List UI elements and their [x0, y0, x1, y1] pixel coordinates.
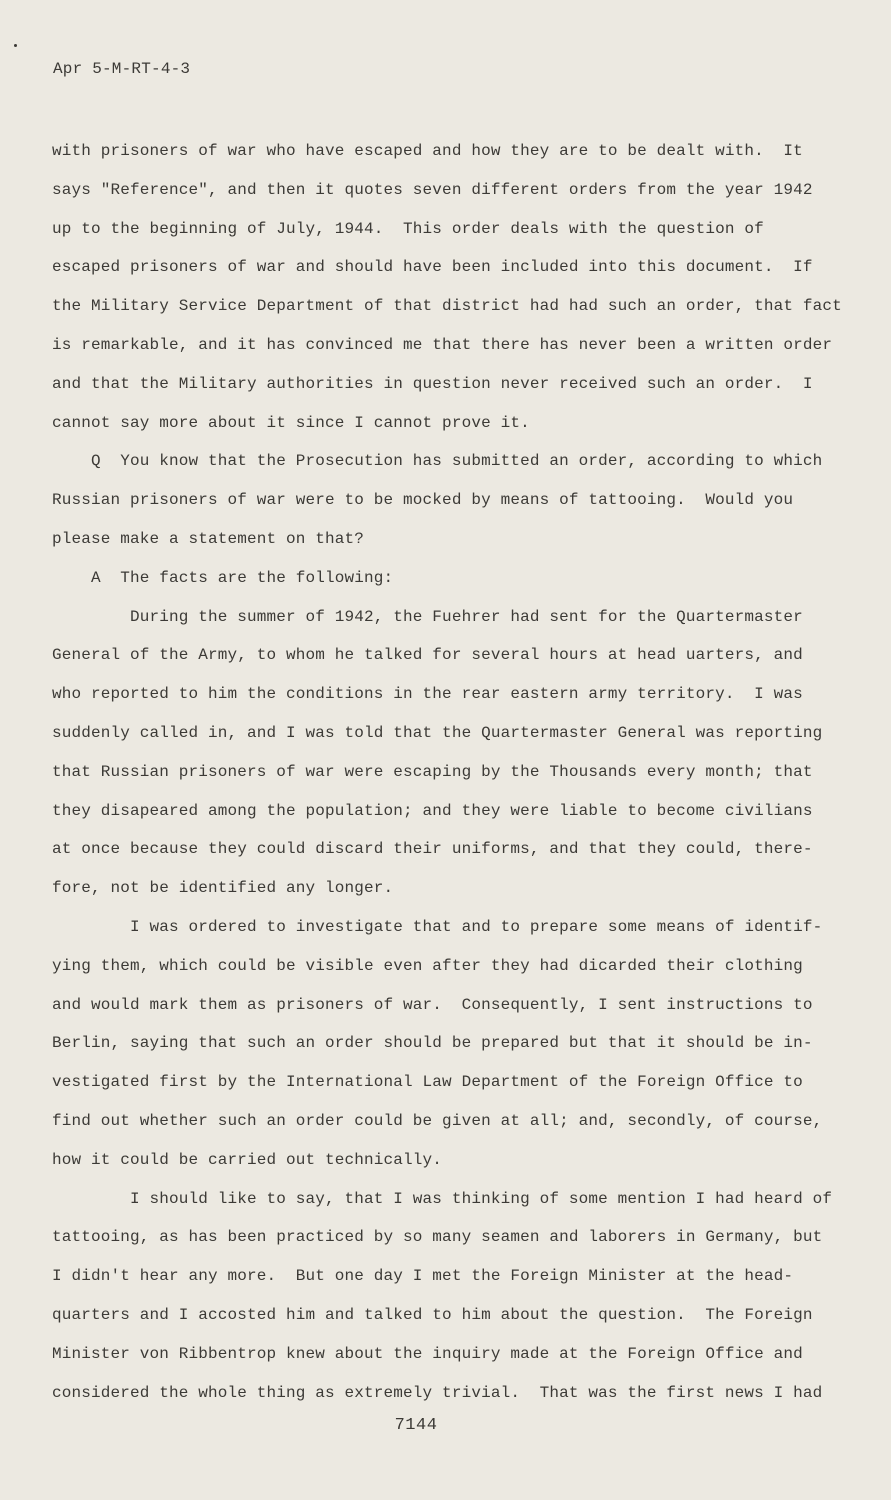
document-header: Apr 5-M-RT-4-3 — [53, 60, 191, 78]
text-line: find out whether such an order could be given at all; and, secondly, of course, — [52, 1111, 823, 1130]
text-line: at once because they could discard their uniforms, and that they could, there- — [52, 840, 813, 859]
text-line: cannot say more about it since I cannot prove it. — [52, 413, 530, 432]
text-line: I was ordered to investigate that and to prepare some means of identif- — [52, 917, 823, 936]
text-line: A The facts are the following: — [52, 568, 394, 587]
text-line: up to the beginning of July, 1944. This order deals with the question of — [52, 219, 764, 238]
text-line: is remarkable, and it has convinced me that there has never been a written order — [52, 335, 833, 354]
text-line: Berlin, saying that such an order should be prepared but that it should be in- — [52, 1034, 813, 1053]
text-line: I didn't hear any more. But one day I met the Foreign Minister at the head- — [52, 1267, 794, 1286]
margin-mark — [14, 44, 17, 47]
text-line: how it could be carried out technically. — [52, 1150, 443, 1169]
text-line: I should like to say, that I was thinking of some mention I had heard of — [52, 1189, 833, 1208]
text-line: with prisoners of war who have escaped and how they are to be dealt with. It — [52, 142, 803, 160]
text-line: ying them, which could be visible even after they had dicarded their clothing — [52, 956, 803, 975]
text-line: Minister von Ribbentrop knew about the inquiry made at the Foreign Office and — [52, 1344, 803, 1363]
text-line: that Russian prisoners of war were escaping by the Thousands every month; that — [52, 762, 813, 781]
text-line: says "Reference", and then it quotes seven different orders from the year 1942 — [52, 180, 813, 199]
text-line: and would mark them as prisoners of war. Consequently, I sent instructions to — [52, 995, 813, 1014]
text-line: please make a statement on that? — [52, 529, 365, 548]
text-line: and that the Military authorities in question never received such an order. I — [52, 374, 813, 393]
page-number: 7144 — [394, 1416, 438, 1435]
text-line: they disapeared among the population; and they were liable to become civilians — [52, 801, 813, 820]
text-line: suddenly called in, and I was told that the Quartermaster General was reporting — [52, 723, 823, 742]
text-line: Russian prisoners of war were to be mocked by means of tattooing. Would you — [52, 491, 794, 510]
text-line: who reported to him the conditions in the rear eastern army territory. I was — [52, 685, 803, 704]
text-line: Q You know that the Prosecution has submitted an order, according to which — [52, 452, 823, 471]
text-line: fore, not be identified any longer. — [52, 879, 394, 898]
text-line: escaped prisoners of war and should have been included into this document. If — [52, 258, 813, 277]
text-line: General of the Army, to whom he talked for several hours at head uarters, and — [52, 646, 803, 665]
text-line: vestigated first by the International Law Department of the Foreign Office to — [52, 1073, 803, 1092]
text-line: considered the whole thing as extremely trivial. That was the first news I had — [52, 1383, 823, 1402]
text-line: the Military Service Department of that district had had such an order, that fact — [52, 297, 842, 316]
body-text — [52, 137, 842, 1417]
text-line: tattooing, as has been practiced by so many seamen and laborers in Germany, but — [52, 1228, 823, 1247]
text-line: During the summer of 1942, the Fuehrer had sent for the Quartermaster — [52, 607, 803, 626]
text-line: quarters and I accosted him and talked to him about the question. The Foreign — [52, 1305, 813, 1324]
